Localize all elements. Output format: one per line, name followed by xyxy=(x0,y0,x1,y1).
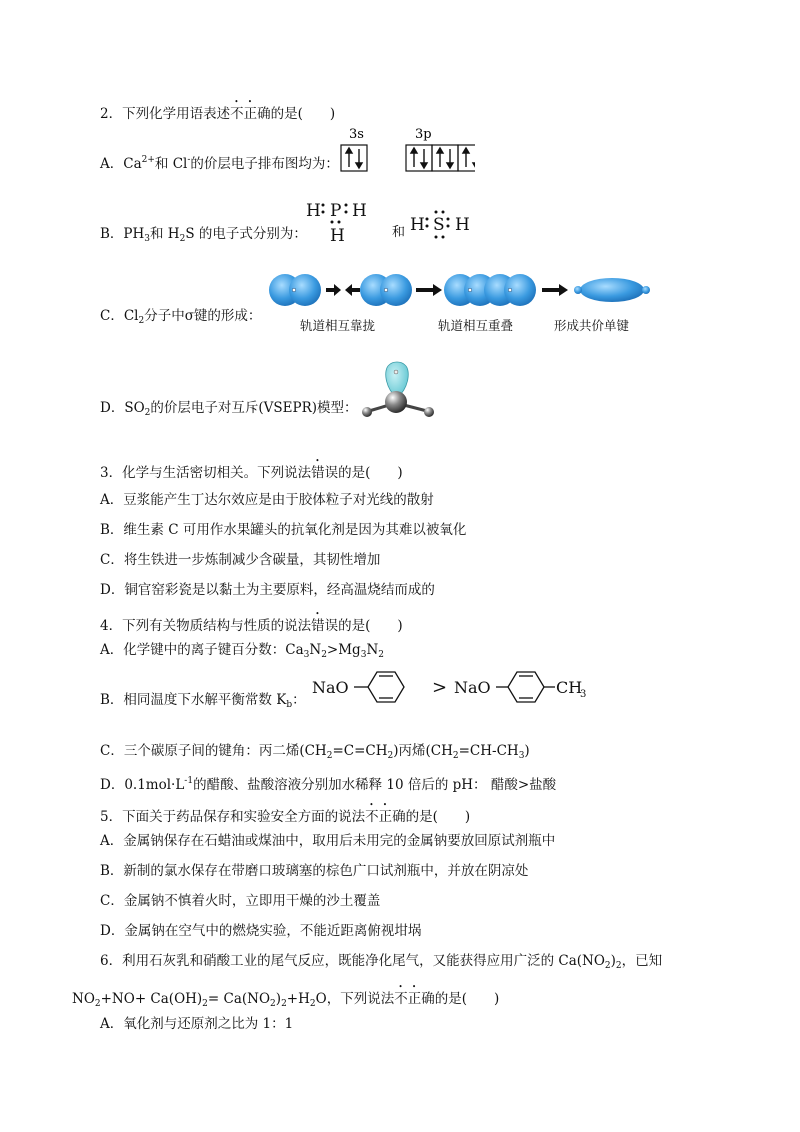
arrow-2 xyxy=(542,284,568,296)
central-atom xyxy=(385,391,407,413)
q6-stem-line2: $NO_2+NO+ Ca(OH)_2= Ca(NO_2)_2+H_2O$，下列说法不正确的是( ) xyxy=(72,991,500,1009)
q5-option-a: A．金属钠保存在石蜡油或煤油中，取用后未用完的金属钠要放回原试剂瓶中 xyxy=(100,833,556,849)
h2s-h-right: H xyxy=(455,215,470,235)
approach-arrows xyxy=(326,284,360,296)
q3-option-b: B．维生素 C 可用作水果罐头的抗氧化剂是因为其难以被氧化 xyxy=(100,522,467,538)
phenoxide-comparison xyxy=(310,664,594,710)
q4-option-a: A．化学键中的离子键百分数：$Ca_3N_2>Mg_3N_2$ xyxy=(100,642,384,660)
sodium-phenoxide-label: NaO xyxy=(312,678,349,697)
caption-overlap: 轨道相互重叠 xyxy=(438,318,514,333)
ph3-h-left: H xyxy=(306,201,321,221)
q5-option-c: C．金属钠不慎着火时，立即用干燥的沙土覆盖 xyxy=(100,893,381,909)
q3-option-c: C．将生铁进一步炼制减少含碳量，其韧性增加 xyxy=(100,552,381,568)
vsepr-model xyxy=(355,360,441,426)
q4-stem: 4．下列有关物质结构与性质的说法错误的是( ) xyxy=(100,618,403,634)
h2s-s: S xyxy=(433,215,445,235)
orbital-3p-label: 3p xyxy=(415,127,432,142)
q2-option-b: B．$PH_3$和 $H_2S$ 的电子式分别为： xyxy=(100,226,307,244)
q2-option-a: A．$Ca^{2+}$和 Cl-的价层电子排布图均为： xyxy=(100,155,339,172)
q6-stem-line1: 6．利用石灰乳和硝酸工业的尾气反应，既能净化尾气，又能获得应用广泛的 $Ca(NO_2)_2$，已知 xyxy=(100,953,663,971)
electron-formulas xyxy=(300,196,470,250)
q5-stem: 5．下面关于药品保存和实验安全方面的说法不正确的是( ) xyxy=(100,809,471,825)
q2-stem: 2．下列化学用语表述不正确的是( ) xyxy=(100,106,336,122)
q5-option-d: D．金属钠在空气中的燃烧实验，不能近距离俯视坩埚 xyxy=(100,923,422,939)
methyl-label: CH xyxy=(556,678,583,697)
ph3-h-bottom: H xyxy=(330,226,345,246)
caption-approach: 轨道相互靠拢 xyxy=(300,318,376,333)
h2s-h-left: H xyxy=(410,215,425,235)
q3-option-a: A．豆浆能产生丁达尔效应是由于胶体粒子对光线的散射 xyxy=(100,492,434,508)
q4-option-d: D．$0.1mol\cdot L^{-1}$的醋酸、盐酸溶液分别加水稀释 10 倍后的 pH： 醋酸>盐酸 xyxy=(100,776,557,793)
sodium-methylphenoxide-label: NaO xyxy=(454,678,491,697)
q5-option-b: B．新制的氯水保存在带磨口玻璃塞的棕色广口试剂瓶中，并放在阴凉处 xyxy=(100,863,529,879)
spin-arrows xyxy=(346,148,475,168)
sigma-bond-formation xyxy=(268,268,660,340)
ph3-h-right: H xyxy=(352,201,367,221)
atom-left xyxy=(362,407,372,417)
sigma-bond xyxy=(574,278,650,302)
q4-option-b: B．相同温度下水解平衡常数 $K_b$： xyxy=(100,692,306,710)
arrow-1 xyxy=(416,284,442,296)
caption-single-bond: 形成共价单键 xyxy=(554,318,630,333)
orbital-3s-label: 3s xyxy=(349,127,364,142)
greater-than-sign: > xyxy=(432,677,448,698)
atom-right xyxy=(424,407,434,417)
q2-option-d: D．$SO_2$的价层电子对互斥(VSEPR)模型： xyxy=(100,400,358,418)
q4-option-c: C．三个碳原子间的键角：丙二烯$(CH_2=C=CH_2)$丙烯$(CH_2=CH-CH_3)$ xyxy=(100,743,530,761)
q3-option-d: D．铜官窑彩瓷是以黏土为主要原料，经高温烧结而成的 xyxy=(100,582,435,598)
orbitals-overlap xyxy=(444,274,536,306)
q2-option-c: C．$Cl_2$分子中σ键的形成： xyxy=(100,308,262,326)
and-label: 和 xyxy=(392,225,406,240)
methyl-subscript: 3 xyxy=(580,689,587,700)
q6-option-a: A．氧化剂与还原剂之比为 1：1 xyxy=(100,1016,294,1032)
orbital-diagram xyxy=(335,124,475,178)
ph3-p: P xyxy=(330,201,342,221)
q3-stem: 3．化学与生活密切相关。下列说法错误的是( ) xyxy=(100,465,403,481)
